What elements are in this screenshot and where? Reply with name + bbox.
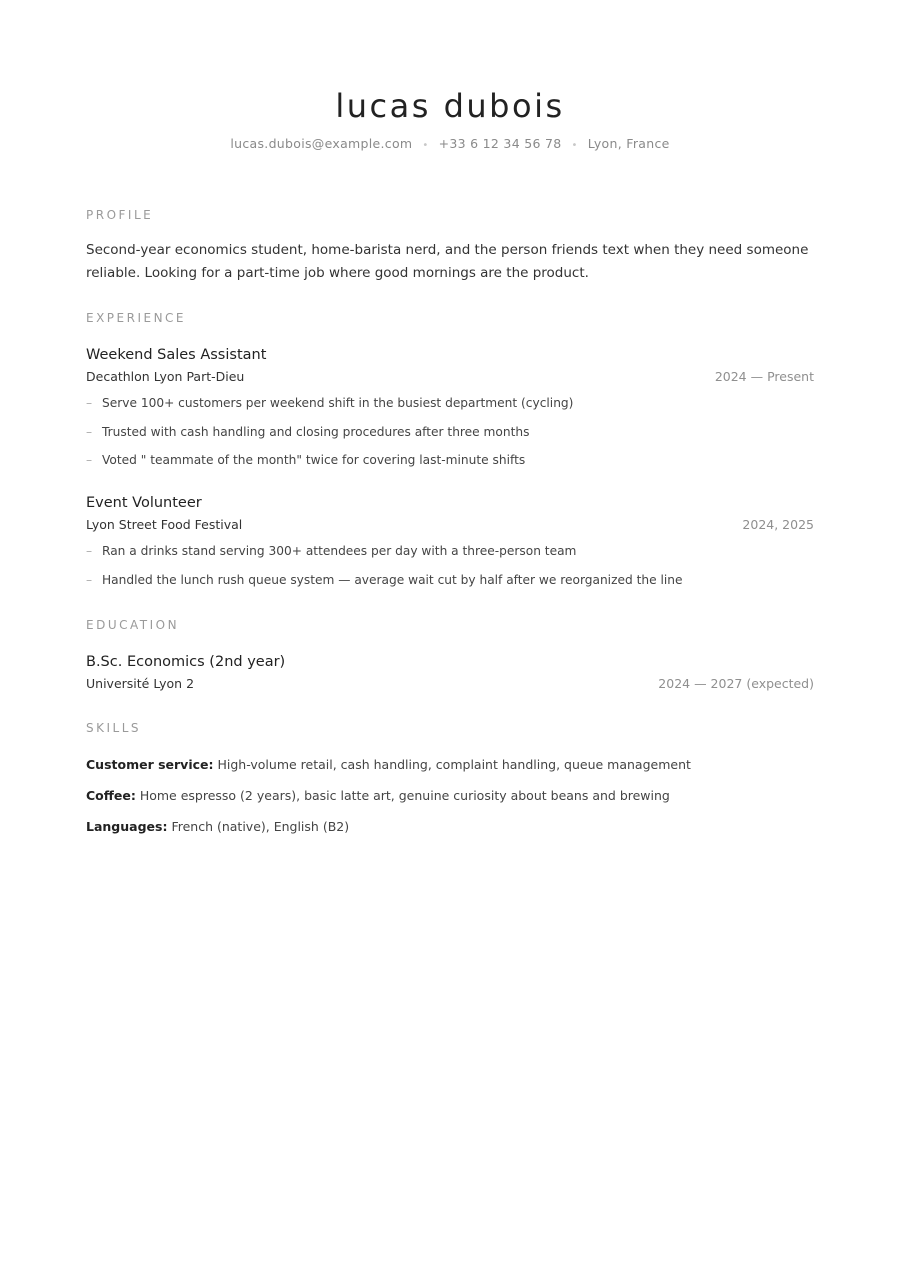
job-dates: 2024, 2025 [742, 517, 814, 532]
job-meta [86, 367, 814, 387]
skill-item [86, 786, 814, 806]
list-item [86, 570, 814, 590]
section-title-skills: SKILLS [86, 721, 142, 735]
job-dates: 2024 — Present [714, 369, 814, 384]
skill-item [86, 755, 814, 775]
job-bullet-list [86, 393, 814, 470]
contact-line [0, 136, 900, 151]
education-entry [86, 652, 814, 694]
experience-entry [86, 493, 814, 598]
profile-text: Second-year economics student, home-barista nerd, and the person friends text when they need someone reliable. Looking for a part-time job where good mornings are the product. [86, 242, 809, 281]
list-item [86, 422, 814, 442]
job-title: Event Volunteer [86, 495, 202, 511]
bullet-dash: – [86, 572, 93, 587]
skill-value: High-volume retail, cash handling, complaint handling, queue management [217, 757, 691, 772]
bullet-text: Handled the lunch rush queue system — average wait cut by half after we reorganized the line [102, 572, 683, 587]
bullet-dash: – [86, 544, 93, 558]
skill-label: Languages: [86, 819, 168, 834]
section-title-experience: EXPERIENCE [86, 311, 187, 325]
section-title-profile: PROFILE [86, 208, 154, 222]
job-organization: Decathlon Lyon Part-Dieu [86, 369, 245, 384]
bullet-text: Trusted with cash handling and closing procedures after three months [102, 424, 530, 439]
bullet-dash: – [86, 396, 93, 410]
bullet-dash: – [86, 424, 93, 439]
contact-separator: • [422, 140, 429, 151]
education-meta [86, 674, 814, 694]
skill-label: Customer service: [86, 757, 214, 772]
list-item [86, 541, 814, 561]
degree-title: B.Sc. Economics (2nd year) [86, 654, 286, 670]
experience-entry [86, 345, 814, 479]
skill-label: Coffee: [86, 788, 136, 803]
section-title-education: EDUCATION [86, 618, 180, 632]
location: Lyon, France [587, 136, 670, 151]
job-bullet-list [86, 541, 814, 590]
bullet-text: Ran a drinks stand serving 300+ attendees per day with a three-person team [102, 544, 577, 558]
education-dates: 2024 — 2027 (expected) [658, 676, 814, 691]
list-item [86, 393, 814, 413]
bullet-dash: – [86, 453, 93, 467]
skill-item [86, 817, 814, 837]
list-item [86, 450, 814, 470]
phone-number: +33 6 12 34 56 78 [438, 136, 562, 151]
email-address: lucas.dubois@example.com [230, 136, 413, 151]
contact-separator: • [571, 140, 578, 151]
bullet-text: Serve 100+ customers per weekend shift in the busiest department (cycling) [102, 396, 574, 410]
school-name: Université Lyon 2 [86, 676, 195, 691]
skill-value: Home espresso (2 years), basic latte art, genuine curiosity about beans and brewing [139, 788, 670, 803]
resume-header [0, 84, 900, 151]
bullet-text: Voted " teammate of the month" twice for covering last-minute shifts [102, 453, 526, 467]
job-title: Weekend Sales Assistant [86, 347, 267, 363]
job-organization: Lyon Street Food Festival [86, 517, 243, 532]
candidate-name: lucas dubois [335, 87, 565, 125]
job-meta [86, 515, 814, 535]
skill-value: French (native), English (B2) [171, 819, 350, 834]
